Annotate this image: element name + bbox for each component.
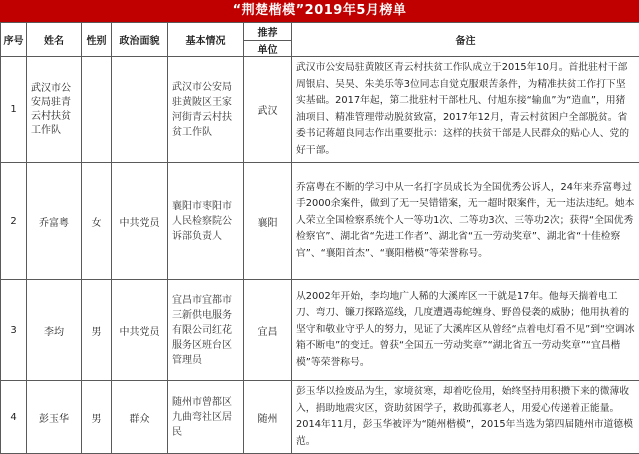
cell-remarks: 从2002年开始，李均地广人稀的大溪库区一干就是17年。他每天揣着电工刀、弯刀、镰刀探路巡线，几度遭遇毒蛇缠身、野兽侵袭的威胁；他用执着的坚守和敬业守乎人的努力，见证了大溪库区从曾经“点着电灯看不见”到“空调冰箱不断电”的变迁。曾获“全国五一劳动奖章”“湖北省五一劳动奖章”“宜昌楷模”等荣誉称号。	[292, 280, 639, 381]
honor-roll-table	[0, 22, 639, 454]
header-basic: 基本情况	[168, 23, 244, 57]
header-name: 姓名	[27, 23, 82, 57]
table-row	[1, 280, 639, 381]
cell-remarks: 彭玉华以捡废品为生，家境贫寒，却着吃俭用，始终坚持用积攒下来的微薄收入，捐助地震灾区，资助贫困学子，救助孤寡老人，用爱心传递着正能量。2014年11月，彭玉华被评为“随州楷模”，2015年当选为第四届随州市道德模范。	[292, 381, 639, 454]
cell-gender	[82, 57, 112, 163]
header-unit: 单位	[244, 41, 292, 57]
cell-unit: 武汉	[244, 57, 292, 163]
cell-gender: 男	[82, 381, 112, 454]
cell-political: 中共党员	[112, 280, 168, 381]
header-recommend: 推荐	[244, 23, 292, 41]
table-row	[1, 381, 639, 454]
cell-name: 武汉市公安局驻青云村扶贫工作队	[27, 57, 82, 163]
cell-basic: 宜昌市宜都市三新供电服务有限公司红花服务区班台区管理员	[168, 280, 244, 381]
cell-gender: 男	[82, 280, 112, 381]
cell-unit: 宜昌	[244, 280, 292, 381]
cell-unit: 襄阳	[244, 163, 292, 280]
cell-name: 李均	[27, 280, 82, 381]
cell-remarks: 乔富粤在不断的学习中从一名打字员成长为全国优秀公诉人，24年来乔富粤过手2000余案件，做到了无一吴错错案，无一超时限案件，无一违法违纪。她本人荣立全国检察系统个人一等功1次、二等功3次、三等功2次；获得“全国优秀检察官”、湖北省“先进工作者”、湖北省“五一劳动奖章”、湖北省“十佳检察官”、“襄阳首杰”、“襄阳楷模”等荣誉称号。	[292, 163, 639, 280]
table-row	[1, 163, 639, 280]
cell-seq: 1	[1, 57, 27, 163]
header-gender: 性别	[82, 23, 112, 57]
cell-name: 彭玉华	[27, 381, 82, 454]
table-title: “荆楚楷模”2019年5月榜单	[0, 0, 639, 22]
header-seq: 序号	[1, 23, 27, 57]
cell-basic: 武汉市公安局驻黄陂区王家河街青云村扶贫工作队	[168, 57, 244, 163]
cell-seq: 2	[1, 163, 27, 280]
cell-remarks: 武汉市公安局驻黄陂区青云村扶贫工作队成立于2015年10月。首批驻村干部周银启、吴昊、朱美乐等3位同志自觉克服艰苦条件，为精准扶贫工作打下坚实基础。2017年起，第二批驻村干部杜凡、付旭东接“输血”为“造血”，用猪油项目、精准管理带动脱贫致富，2017年12月，青云村贫困户全部脱贫。省委书记蒋超良同志作出重要批示：这样的扶贫干部是人民群众的贴心人、党的好干部。	[292, 57, 639, 163]
header-remarks: 备注	[292, 23, 639, 57]
table-row	[1, 57, 639, 163]
header-political: 政治面貌	[112, 23, 168, 57]
cell-seq: 3	[1, 280, 27, 381]
header-row	[1, 23, 639, 41]
cell-seq: 4	[1, 381, 27, 454]
cell-gender: 女	[82, 163, 112, 280]
cell-name: 乔富粤	[27, 163, 82, 280]
cell-political: 中共党员	[112, 163, 168, 280]
cell-unit: 随州	[244, 381, 292, 454]
cell-basic: 襄阳市枣阳市人民检察院公诉部负责人	[168, 163, 244, 280]
cell-political: 群众	[112, 381, 168, 454]
cell-political	[112, 57, 168, 163]
cell-basic: 随州市曾都区九曲弯社区居民	[168, 381, 244, 454]
